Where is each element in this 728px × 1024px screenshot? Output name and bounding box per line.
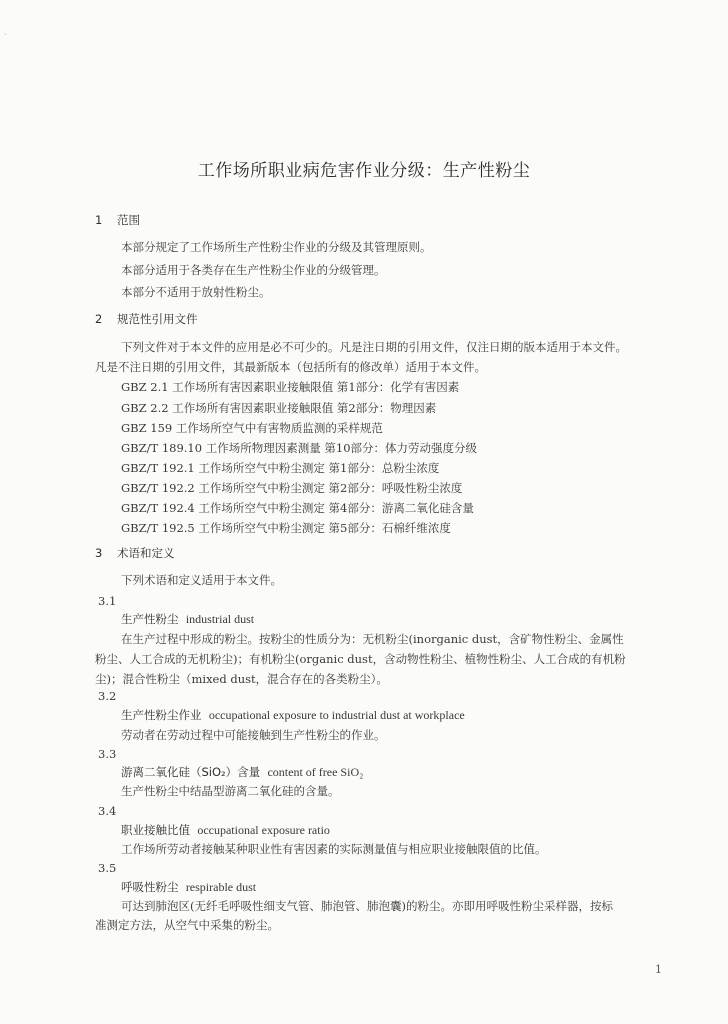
term-heading [121, 823, 330, 837]
reference-item: GBZ/T 192.2 工作场所空气中粉尘测定 第2部分：呼吸性粉尘浓度 [121, 481, 463, 495]
page-number: 1 [655, 963, 662, 976]
paragraph: 下列术语和定义适用于本文件。 [121, 573, 282, 587]
scan-speck: · [4, 30, 7, 39]
section-2-heading [95, 312, 198, 326]
term-english: occupational exposure to industrial dust at workplace [208, 708, 465, 722]
term-english: occupational exposure ratio [197, 823, 330, 837]
paragraph: 凡是不注日期的引用文件，其最新版本（包括所有的修改单）适用于本文件。 [95, 360, 486, 374]
reference-item: GBZ/T 192.1 工作场所空气中粉尘测定 第1部分：总粉尘浓度 [121, 461, 440, 475]
paragraph: 本部分规定了工作场所生产性粉尘作业的分级及其管理原则。 [121, 240, 432, 254]
term-number: 3.5 [98, 861, 117, 875]
term-name: 呼吸性粉尘 [121, 880, 179, 894]
term-english: respirable dust [185, 880, 257, 894]
term-heading [121, 708, 465, 722]
term-heading [121, 765, 363, 779]
document-title: 工作场所职业病危害作业分级：生产性粉尘 [197, 161, 531, 181]
term-number: 3.1 [98, 594, 117, 608]
section-number: 1 [95, 213, 103, 227]
section-title: 规范性引用文件 [117, 312, 198, 326]
definition-line: 可达到肺泡区(无纤毛呼吸性细支气管、肺泡管、肺泡囊)的粉尘。亦即用呼吸性粉尘采样器，按标 [121, 899, 613, 913]
term-name: 游离二氧化硅（SiO₂）含量 [121, 765, 261, 779]
reference-item: GBZ 159 工作场所空气中有害物质监测的采样规范 [121, 421, 383, 435]
definition-line: 粉尘、人工合成的无机粉尘)；有机粉尘(organic dust，含动物性粉尘、植物性粉尘、人工合成的有机粉 [95, 652, 626, 666]
paragraph: 本部分适用于各类存在生产性粉尘作业的分级管理。 [121, 263, 386, 277]
term-name: 生产性粉尘作业 [121, 708, 202, 722]
term-number: 3.4 [98, 804, 117, 818]
definition-line: 生产性粉尘中结晶型游离二氧化硅的含量。 [121, 784, 340, 798]
section-number: 3 [95, 546, 103, 560]
term-name: 职业接触比值 [121, 823, 190, 837]
term-number: 3.3 [98, 747, 117, 761]
term-name: 生产性粉尘 [121, 612, 179, 626]
term-english: industrial dust [185, 612, 255, 626]
reference-item: GBZ/T 189.10 工作场所物理因素测量 第10部分：体力劳动强度分级 [121, 441, 478, 455]
term-heading [121, 612, 254, 626]
paragraph: 本部分不适用于放射性粉尘。 [121, 285, 271, 299]
reference-item: GBZ 2.2 工作场所有害因素职业接触限值 第2部分：物理因素 [121, 401, 437, 415]
reference-item: GBZ/T 192.5 工作场所空气中粉尘测定 第5部分：石棉纤维浓度 [121, 521, 451, 535]
definition-line: 尘)；混合性粉尘（mixed dust，混合存在的各类粉尘）。 [95, 672, 388, 686]
reference-item: GBZ 2.1 工作场所有害因素职业接触限值 第1部分：化学有害因素 [121, 380, 460, 394]
definition-line: 工作场所劳动者接触某种职业性有害因素的实际测量值与相应职业接触限值的比值。 [121, 842, 547, 856]
term-number: 3.2 [98, 689, 117, 703]
section-title: 范围 [117, 213, 140, 227]
term-english: content of free SiO₂ [267, 765, 364, 779]
section-title: 术语和定义 [117, 546, 175, 560]
section-number: 2 [95, 312, 103, 326]
section-3-heading [95, 546, 175, 560]
term-heading [121, 880, 256, 894]
definition-line: 劳动者在劳动过程中可能接触到生产性粉尘的作业。 [121, 728, 386, 742]
paragraph: 下列文件对于本文件的应用是必不可少的。凡是注日期的引用文件，仅注日期的版本适用于本文件。 [121, 340, 627, 354]
definition-line: 准测定方法，从空气中采集的粉尘。 [95, 918, 279, 932]
reference-item: GBZ/T 192.4 工作场所空气中粉尘测定 第4部分：游离二氧化硅含量 [121, 501, 474, 515]
definition-line: 在生产过程中形成的粉尘。按粉尘的性质分为：无机粉尘(inorganic dust，含矿物性粉尘、金属性 [121, 632, 624, 646]
section-1-heading [95, 213, 140, 227]
